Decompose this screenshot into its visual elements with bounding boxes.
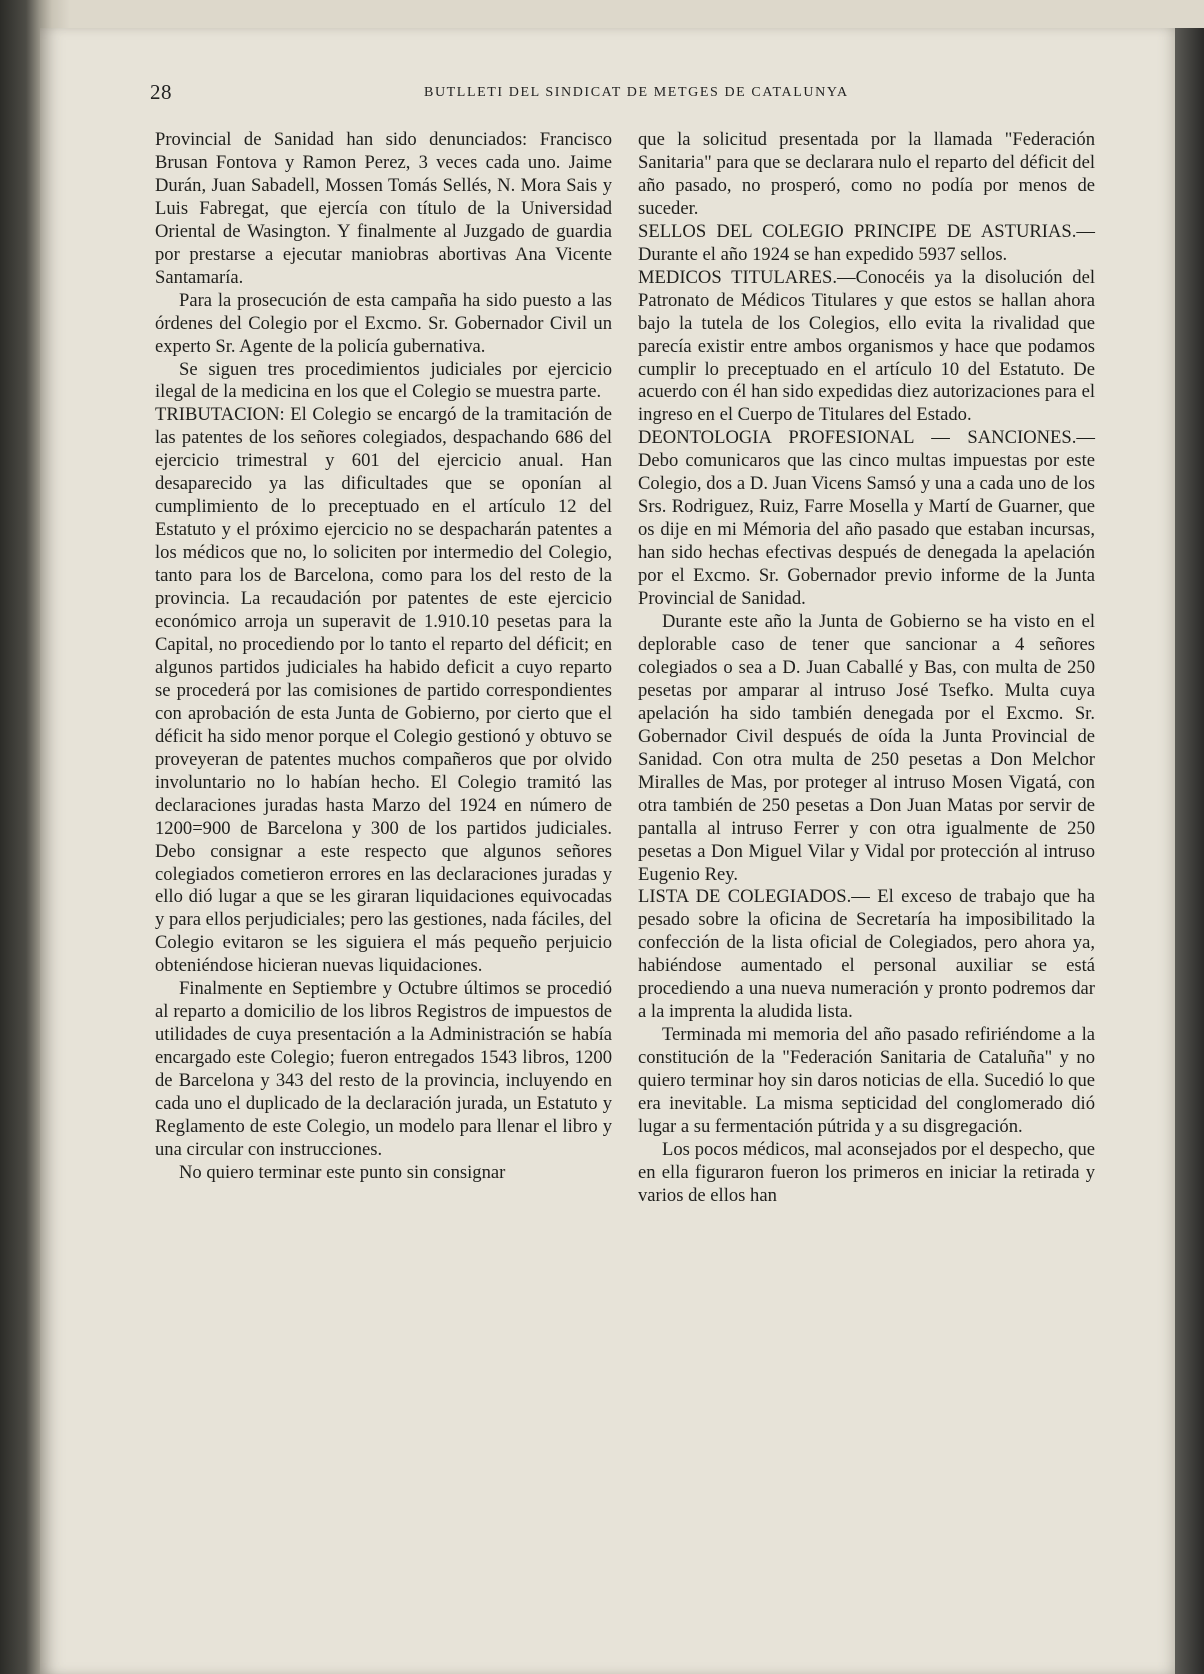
paragraph: No quiero terminar este punto sin consignar [179,1161,506,1183]
paragraph: Se siguen tres procedimientos judiciales por ejercicio ilegal de la medicina en los que el Colegio se muestra parte. [155,358,612,403]
running-title: BUTLLETI DEL SINDICAT DE METGES DE CATALUNYA [424,85,849,100]
paragraph: Para la prosecución de esta campaña ha sido puesto a las órdenes del Colegio por el Excmo. Sr. Gobernador Civil un experto Sr. Agente de la policía gubernativa. [155,289,612,357]
section-sellos: SELLOS DEL COLEGIO PRINCIPE DE ASTURIAS.—Durante el año 1924 se han expedido 5937 sellos. [638,220,1095,265]
paragraph: que la solicitud presentada por la llamada "Federación Sanitaria" para que se declarara nulo el reparto del déficit del año pasado, no prosperó, como no podía por menos de suceder. [638,129,1095,219]
left-column [155,129,612,1185]
page-number: 28 [150,80,172,104]
section-deontologia: DEONTOLOGIA PROFESIONAL — SANCIONES.—Debo comunicaros que las cinco multas impuestas por este Colegio, dos a D. Juan Vicens Samsó y una a cada uno de los Srs. Rodriguez, Ruiz, Farre Mosella y Martí de Guarner, que os dije en mi Mémoria del año pasado que estaban incursas, han sido hechas efectivas después de denegada la apelación por el Excmo. Sr. Gobernador previo informe de la Junta Provincial de Sanidad. [638,427,1095,610]
section-medicos-titulares: MEDICOS TITULARES.—Conocéis ya la disolución del Patronato de Médicos Titulares y que estos se hallan ahora bajo la tutela de los Colegios, ello evita la rivalidad que parecía existir entre ambos organismos y hace que podamos cumplir lo preceptuado en el artículo 10 del Estatuto. De acuerdo con él han sido expedidas diez autorizaciones para el ingreso en el Cuerpo de Titulares del Estado. [638,266,1095,426]
right-column [638,129,1095,1208]
paragraph: Terminada mi memoria del año pasado refiriéndome a la constitución de la "Federación Sanitaria de Cataluña" y no quiero terminar hoy sin daros noticias de ella. Sucedió lo que era inevitable. La misma septicidad del conglomerado dió lugar a su fermentación pútrida y a su disgregación. [638,1024,1095,1137]
scan-right-border [1175,28,1204,1674]
paragraph: Los pocos médicos, mal aconsejados por el despecho, que en ella figuraron fueron los primeros en iniciar la retirada y varios de ellos han [638,1138,1095,1206]
paragraph: Durante este año la Junta de Gobierno se ha visto en el deplorable caso de tener que sancionar a 4 señores colegiados o sea a D. Juan Caballé y Bas, con multa de 250 pesetas por amparar al intruso José Tsefko. Multa cuya apelación ha sido también denegada por el Excmo. Sr. Gobernador Civil después de oída la Junta Provincial de Sanidad. Con otra multa de 250 pesetas a Don Melchor Miralles de Mas, por proteger al intruso Mosen Vigatá, con otra también de 250 pesetas a Don Juan Matas por servir de pantalla al intruso Ferrer y con otra igualmente de 250 pesetas a Don Miguel Vilar y Vidal por protección al intruso Eugenio Rey. [638,611,1095,885]
section-lista-colegiados: LISTA DE COLEGIADOS.— El exceso de trabajo que ha pesado sobre la oficina de Secretaría ha imposibilitado la confección de la lista oficial de Colegiados, pero ahora ya, habiéndose aumentado el personal auxiliar se está procediendo a una nueva numeración y pronto podremos dar a la imprenta la aludida lista. [638,886,1095,1023]
page-header [150,80,1090,106]
section-tributacion: TRIBUTACION: El Colegio se encargó de la tramitación de las patentes de los señores colegiados, despachando 686 del ejercicio trimestral y 601 del ejercicio anual. Han desaparecido ya las dificultades que se oponían al cumplimiento de lo preceptuado en el artículo 12 del Estatuto y el próximo ejercicio no se despacharán patentes a los médicos que no, lo soliciten por intermedio del Colegio, tanto para los de Barcelona, como para los del resto de la provincia. La recaudación por patentes de este ejercicio económico arroja un superavit de 1.910.10 pesetas para la Capital, no procediendo por lo tanto el reparto del déficit; en algunos partidos judiciales ha habido deficit a cuyo reparto se procederá por las comisiones de partido correspondientes con aprobación de esta Junta de Gobierno, por cierto que el déficit ha sido menor porque el Colegio gestionó y obtuvo se proveyeran de patentes muchos compañeros que por olvido involuntario no lo habían hecho. El Colegio tramitó las declaraciones juradas hasta Marzo del 1924 en número de 1200=900 de Barcelona y 300 de los partidos judiciales. Debo consignar a este respecto que algunos señores colegiados cometieron errores en las declaraciones juradas y ello dió lugar a que se les giraran liquidaciones equivocadas y para ellos perjudiciales; pero las gestiones, nada fáciles, del Colegio evitaron se les siguiera el más pequeño perjuicio obteniéndose hicieran nuevas liquidaciones. [155,404,612,977]
paragraph: Finalmente en Septiembre y Octubre últimos se procedió al reparto a domicilio de los libros Registros de impuestos de utilidades de cuya presentación a la Administración se había encargado este Colegio; fueron entregados 1543 libros, 1200 de Barcelona y 343 del resto de la provincia, incluyendo en cada uno el duplicado de la declaración jurada, un Estatuto y Reglamento de este Colegio, un modelo para llenar el libro y una circular con instrucciones. [155,978,612,1160]
paragraph: Provincial de Sanidad han sido denunciados: Francisco Brusan Fontova y Ramon Perez, 3 veces cada uno. Jaime Durán, Juan Sabadell, Mossen Tomás Sellés, N. Mora Sais y Luis Fabregat, que ejercía con título de la Universidad Oriental de Wasington. Y finalmente al Juzgado de guardia por prestarse a ejecutar maniobras abortivas Ana Vicente Santamaría. [155,129,612,288]
